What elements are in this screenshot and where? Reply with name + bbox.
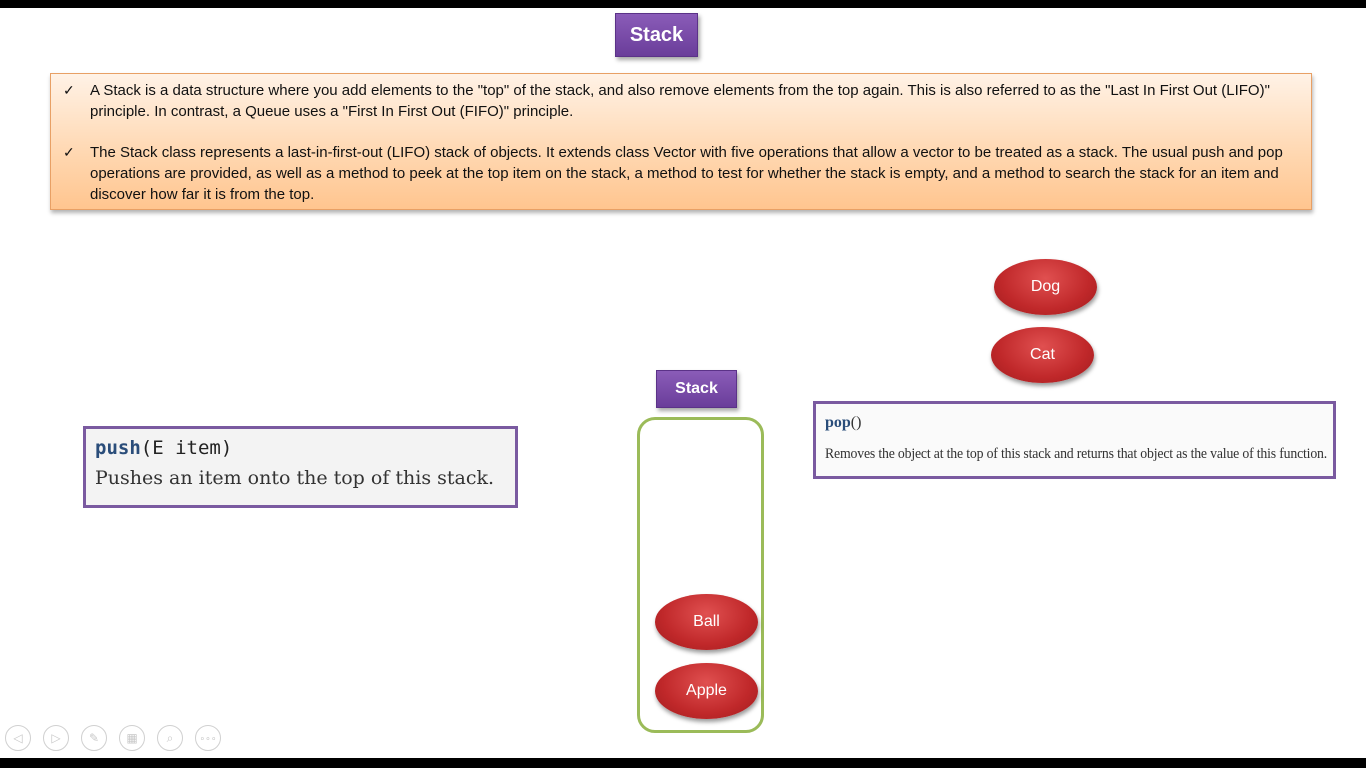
stack-label: Stack [656, 370, 737, 408]
pop-method-box [813, 401, 1336, 479]
stack-item-ball: Ball [655, 594, 758, 650]
pop-method-name: pop [825, 414, 851, 431]
slide-title: Stack [615, 13, 698, 57]
pen-icon[interactable]: ✎ [81, 725, 107, 751]
push-method-args: (E item) [140, 437, 233, 459]
slides-icon[interactable]: ▦ [119, 725, 145, 751]
pop-signature [825, 414, 861, 432]
next-icon[interactable]: ▷ [43, 725, 69, 751]
pop-method-args: () [850, 414, 862, 431]
more-icon[interactable]: ∘∘∘ [195, 725, 221, 751]
bullet-item [63, 142, 1293, 205]
info-box [50, 73, 1312, 210]
slide [0, 8, 1366, 758]
popped-item-dog: Dog [994, 259, 1097, 315]
push-description: Pushes an item onto the top of this stack. [95, 467, 495, 489]
check-icon: ✓ [63, 144, 75, 160]
bullet-text: A Stack is a data structure where you add elements to the "top" of the stack, and also remove elements from the top again. This is also referred to as the "Last In First Out (LIFO)" principle. In contrast, a Queue uses a "First In First Out (FIFO)" principle. [90, 82, 1270, 120]
bullet-text: The Stack class represents a last-in-first-out (LIFO) stack of objects. It extends class Vector with five operations that allow a vector to be treated as a stack. The usual push and pop operations are provided, as well as a method to peek at the top item on the stack, a method to test for whether the stack is empty, and a method to search the stack for an item and discover how far it is from the top. [90, 144, 1283, 203]
check-icon: ✓ [63, 82, 75, 98]
previous-icon[interactable]: ◁ [5, 725, 31, 751]
bullet-item [63, 80, 1293, 122]
pop-description: Removes the object at the top of this stack and returns that object as the value of this function. [825, 446, 1328, 462]
push-method-box [83, 426, 518, 508]
push-signature [95, 437, 232, 459]
popped-item-cat: Cat [991, 327, 1094, 383]
stack-item-apple: Apple [655, 663, 758, 719]
zoom-icon[interactable]: ⌕ [157, 725, 183, 751]
push-method-name: push [95, 437, 141, 459]
